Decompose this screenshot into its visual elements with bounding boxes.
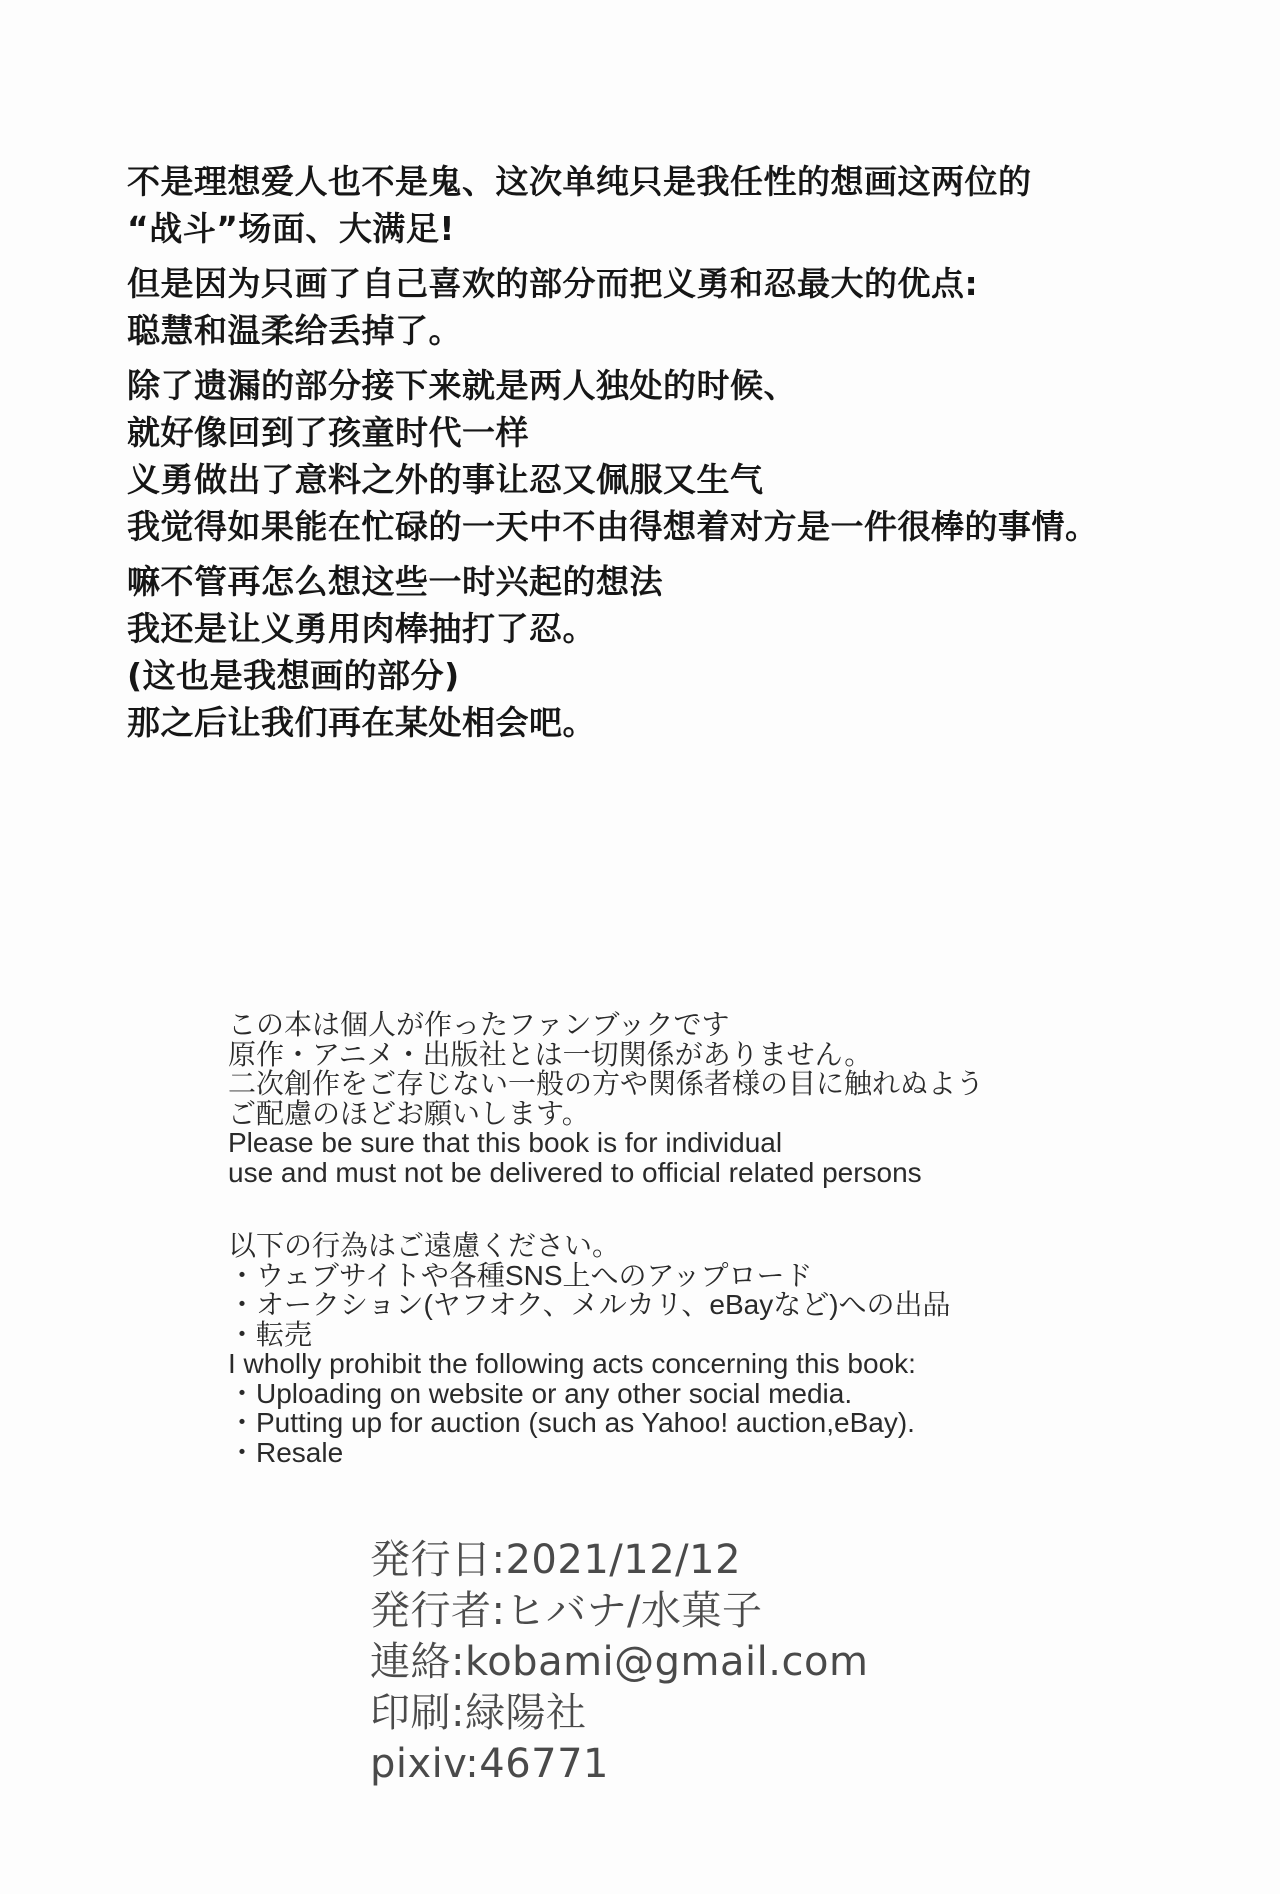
afterword-line: 我还是让义勇用肉棒抽打了忍。 [127,609,596,648]
afterword-paragraph [127,558,1207,746]
afterword-line: 聪慧和温柔给丢掉了。 [127,311,462,350]
afterword-paragraph [127,158,1207,252]
prohibition-list [228,1231,1088,1467]
fanbook-notice [228,1010,1088,1187]
prohibition-line: ・Resale [228,1436,344,1468]
prohibition-line: I wholly prohibit the following acts concerning this book: [228,1348,916,1379]
colophon-section [370,1535,1170,1790]
prohibition-line: ・ウェブサイトや各種SNS上へのアップロード [228,1259,813,1291]
afterword-line: 不是理想爱人也不是鬼、这次单纯只是我任性的想画这两位的 [127,162,1032,201]
afterword-line: “战斗”场面、大满足! [127,209,455,248]
notice-line: 二次創作をご存じない一般の方や関係者様の目に触れぬよう [228,1068,985,1099]
prohibition-line: 以下の行為はご遠慮ください。 [228,1230,621,1261]
notice-line: Please be sure that this book is for individual [228,1127,783,1158]
afterword-line: 但是因为只画了自己喜欢的部分而把义勇和忍最大的优点: [127,264,979,303]
afterword-line: 义勇做出了意料之外的事让忍又佩服又生气 [127,460,764,499]
prohibition-line: ・転売 [228,1318,313,1350]
afterword-paragraph [127,260,1207,354]
pixiv-id: pixiv:46771 [370,1741,609,1787]
printer: 印刷:緑陽社 [370,1690,587,1736]
notice-line: use and must not be delivered to official related persons [228,1156,922,1188]
notice-line: ご配慮のほどお願いします。 [228,1097,590,1129]
afterword-line: 我觉得如果能在忙碌的一天中不由得想着对方是一件很棒的事情。 [127,507,1099,546]
prohibition-line: ・オークション(ヤフオク、メルカリ、eBayなど)への出品 [228,1289,951,1320]
notice-line: この本は個人が作ったファンブックです [228,1009,730,1040]
afterword-paragraph [127,362,1207,550]
notice-line: 原作・アニメ・出版社とは一切関係がありません。 [228,1038,873,1070]
afterword-line: 嘛不管再怎么想这些一时兴起的想法 [127,562,663,601]
publisher: 発行者:ヒバナ/水菓子 [370,1588,763,1634]
publication-date: 発行日:2021/12/12 [370,1537,742,1583]
afterword-line: (这也是我想画的部分) [127,656,460,695]
afterword-line: 除了遗漏的部分接下来就是两人独处的时候、 [127,366,797,405]
afterword-line: 就好像回到了孩童时代一样 [127,413,529,452]
contact-email: 連絡:kobami@gmail.com [370,1639,869,1685]
afterword-section [127,158,1207,754]
afterword-line: 那之后让我们再在某处相会吧。 [127,703,596,742]
prohibition-line: ・Uploading on website or any other social media. [228,1377,853,1409]
prohibition-line: ・Putting up for auction (such as Yahoo! auction,eBay). [228,1407,915,1438]
disclaimer-section [228,1010,1088,1511]
